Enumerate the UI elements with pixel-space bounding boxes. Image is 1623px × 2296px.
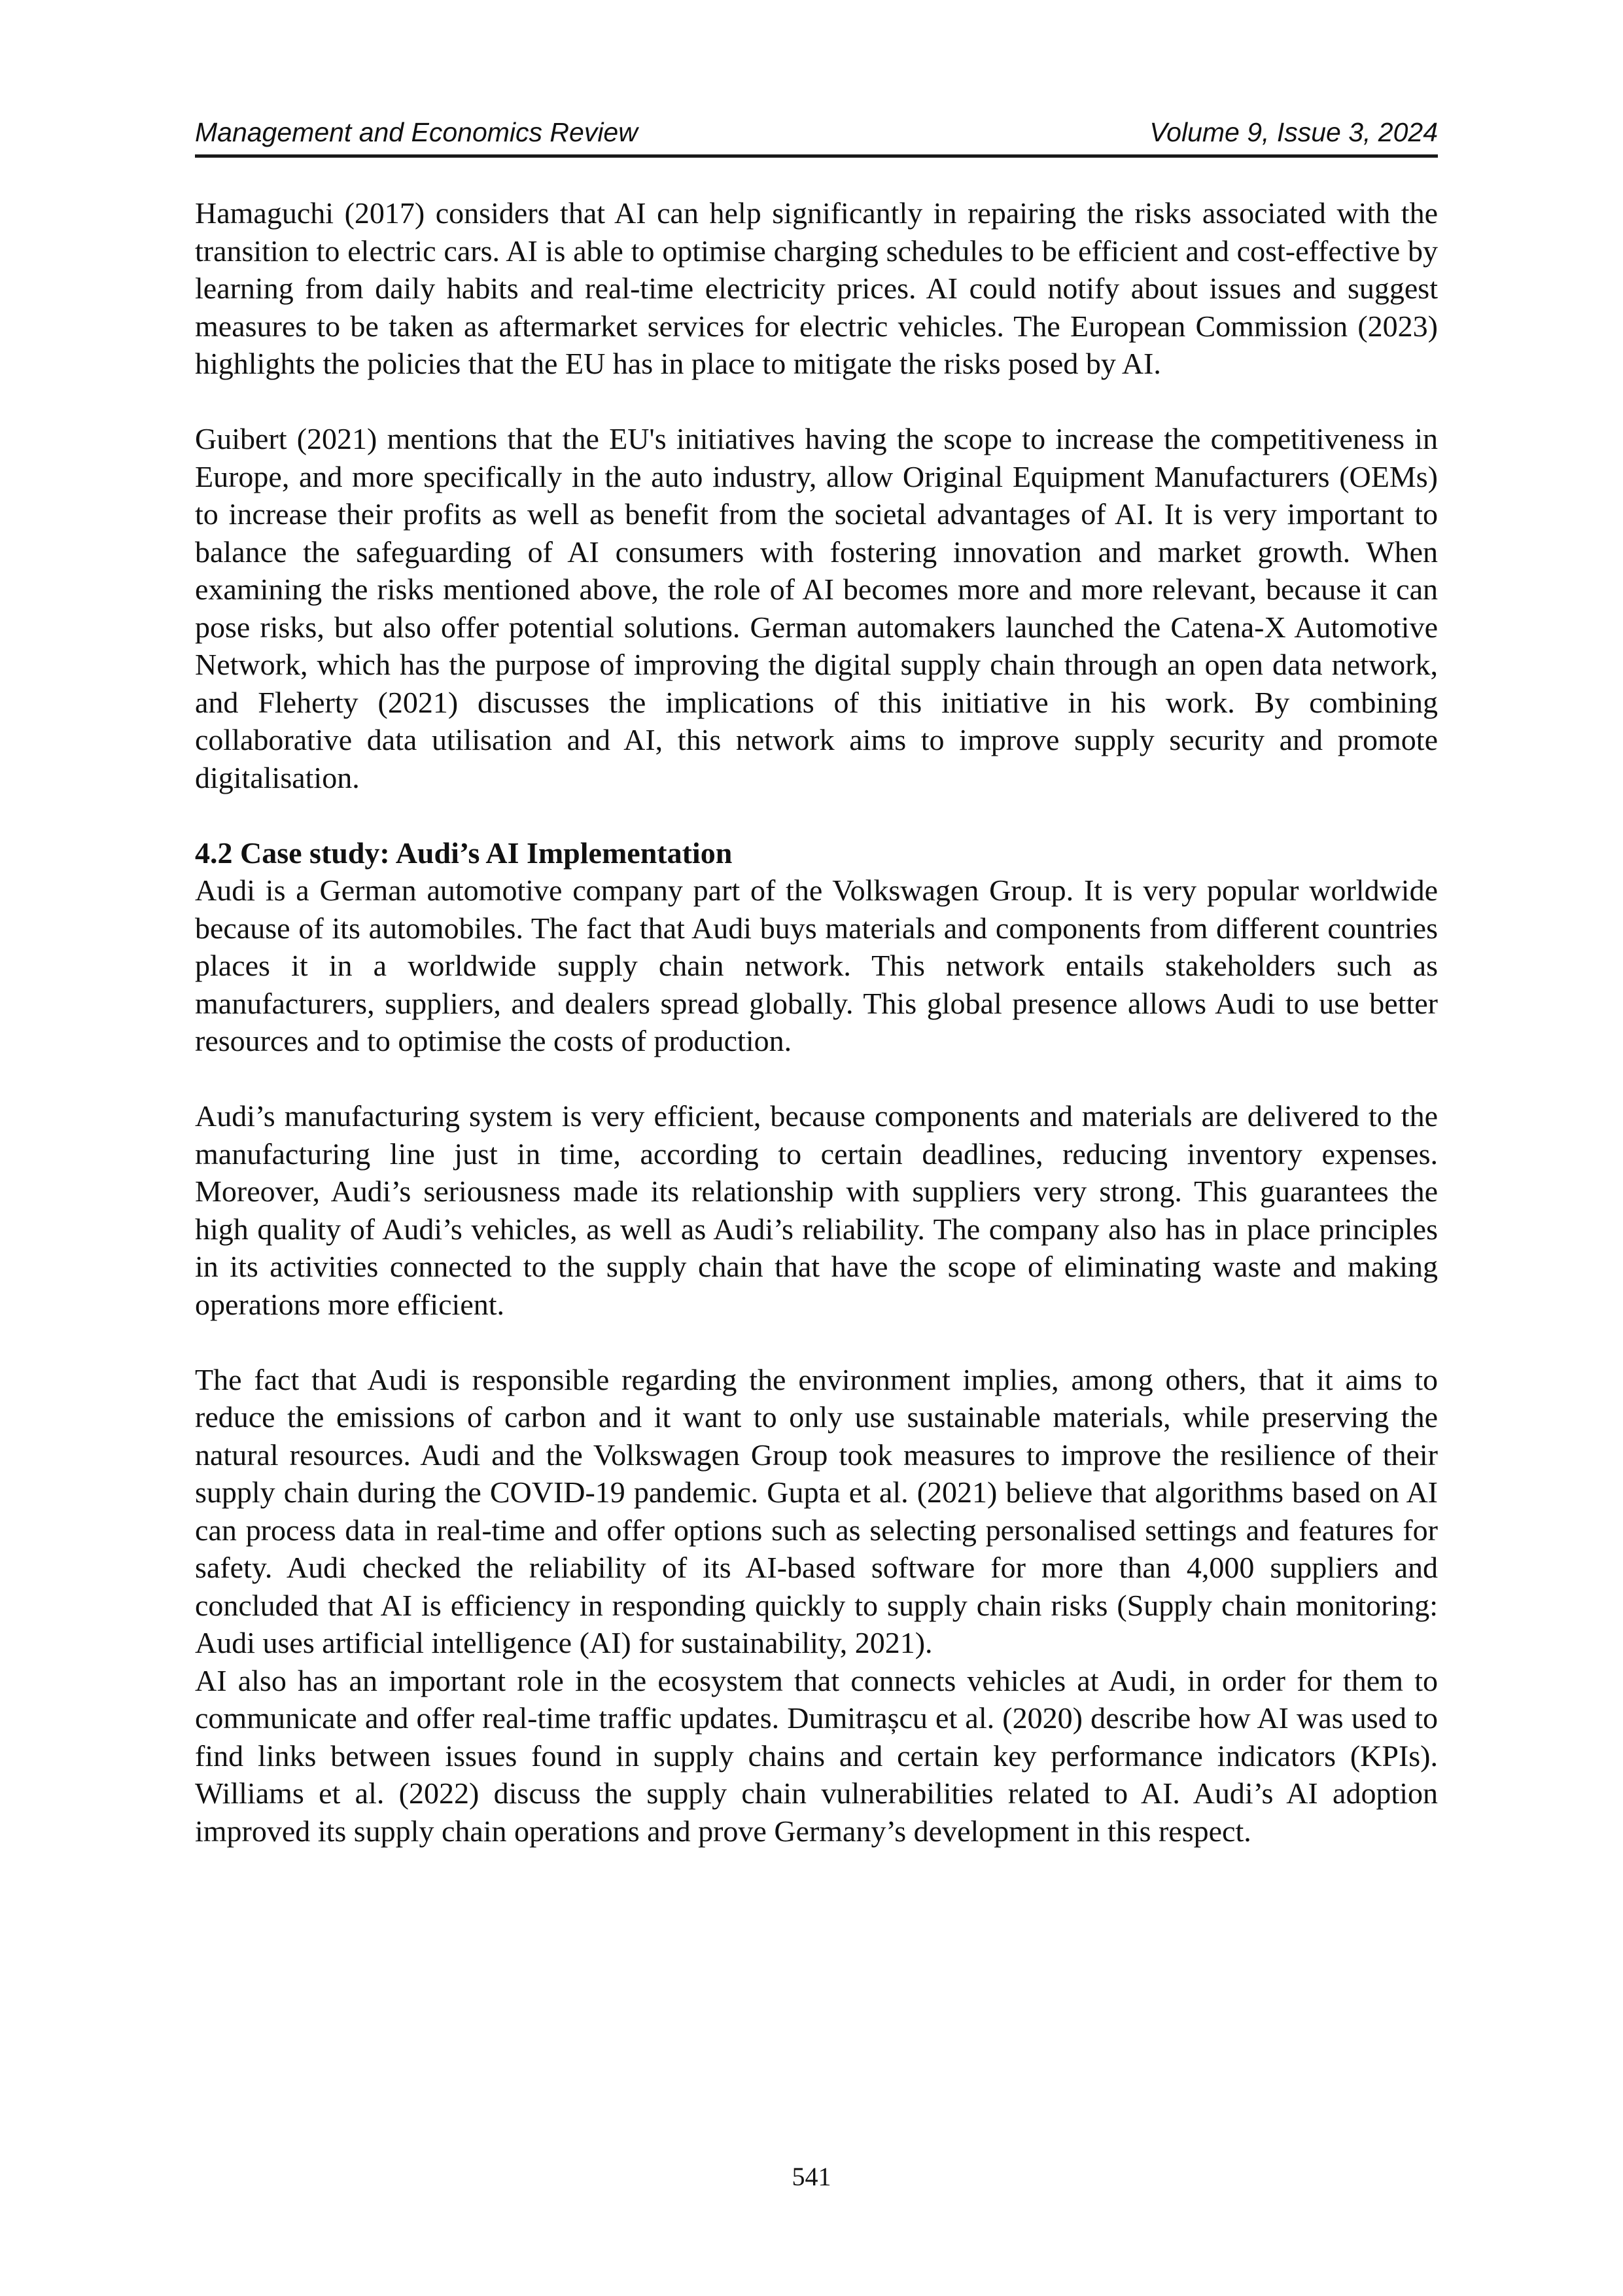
page-number: 541: [792, 2162, 831, 2191]
paragraph-3: Audi is a German automotive company part of the Volkswagen Group. It is very popular worldwide because of its automobiles. The fact that Audi buys materials and components from different countries places it in a worldwide supply chain network. This network entails stakeholders such as manufacturers, suppliers, and dealers spread globally. This global presence allows Audi to use better resources and to optimise the costs of production.: [195, 874, 1438, 1057]
article-body: [195, 194, 1438, 1850]
paragraph-2: Guibert (2021) mentions that the EU's initiatives having the scope to increase the competitiveness in Europe, and more specifically in the auto industry, allow Original Equipment Manufacturers (OEMs) to increase their profits as well as benefit from the societal advantages of AI. It is very important to balance the safeguarding of AI consumers with fostering innovation and market growth. When examining the risks mentioned above, the role of AI becomes more and more relevant, because it can pose risks, but also offer potential solutions. German automakers launched the Catena-X Automotive Network, which has the purpose of improving the digital supply chain through an open data network, and Fleherty (2021) discusses the implications of this initiative in his work. By combining collaborative data utilisation and AI, this network aims to improve supply security and promote digitalisation.: [195, 422, 1438, 794]
paragraph-4: Audi’s manufacturing system is very efficient, because components and materials are delivered to the manufacturing line just in time, according to certain deadlines, reducing inventory expenses. Moreover, Audi’s seriousness made its relationship with suppliers very strong. This guarantees the high quality of Audi’s vehicles, as well as Audi’s reliability. The company also has in place principles in its activities connected to the supply chain that have the scope of eliminating waste and making operations more efficient.: [195, 1099, 1438, 1321]
running-header: [195, 113, 1438, 158]
volume-issue: Volume 9, Issue 3, 2024: [1149, 117, 1438, 147]
section-heading: 4.2 Case study: Audi’s AI Implementation: [195, 836, 733, 870]
paragraph-6: AI also has an important role in the ecosystem that connects vehicles at Audi, in order for them to communicate and offer real-time traffic updates. Dumitrașcu et al. (2020) describe how AI was used to find links between issues found in supply chains and certain key performance indicators (KPIs). Williams et al. (2022) discuss the supply chain vulnerabilities related to AI. Audi’s AI adoption improved its supply chain operations and prove Germany’s development in this respect.: [195, 1663, 1438, 1848]
paragraph-1: Hamaguchi (2017) considers that AI can help significantly in repairing the risks associated with the transition to electric cars. AI is able to optimise charging schedules to be efficient and cost-effective by learning from daily habits and real-time electricity prices. AI could notify about issues and suggest measures to be taken as aftermarket services for electric vehicles. The European Commission (2023) highlights the policies that the EU has in place to mitigate the risks posed by AI.: [195, 196, 1438, 380]
paragraph-5: The fact that Audi is responsible regarding the environment implies, among others, that it aims to reduce the emissions of carbon and it want to only use sustainable materials, while preserving the natural resources. Audi and the Volkswagen Group took measures to improve the resilience of their supply chain during the COVID-19 pandemic. Gupta et al. (2021) believe that algorithms based on AI can process data in real-time and offer options such as selecting personalised settings and features for safety. Audi checked the reliability of its AI-based software for more than 4,000 suppliers and concluded that AI is efficiency in responding quickly to supply chain risks (Supply chain monitoring: Audi uses artificial intelligence (AI) for sustainability, 2021).: [195, 1362, 1438, 1659]
journal-title: Management and Economics Review: [195, 117, 638, 147]
